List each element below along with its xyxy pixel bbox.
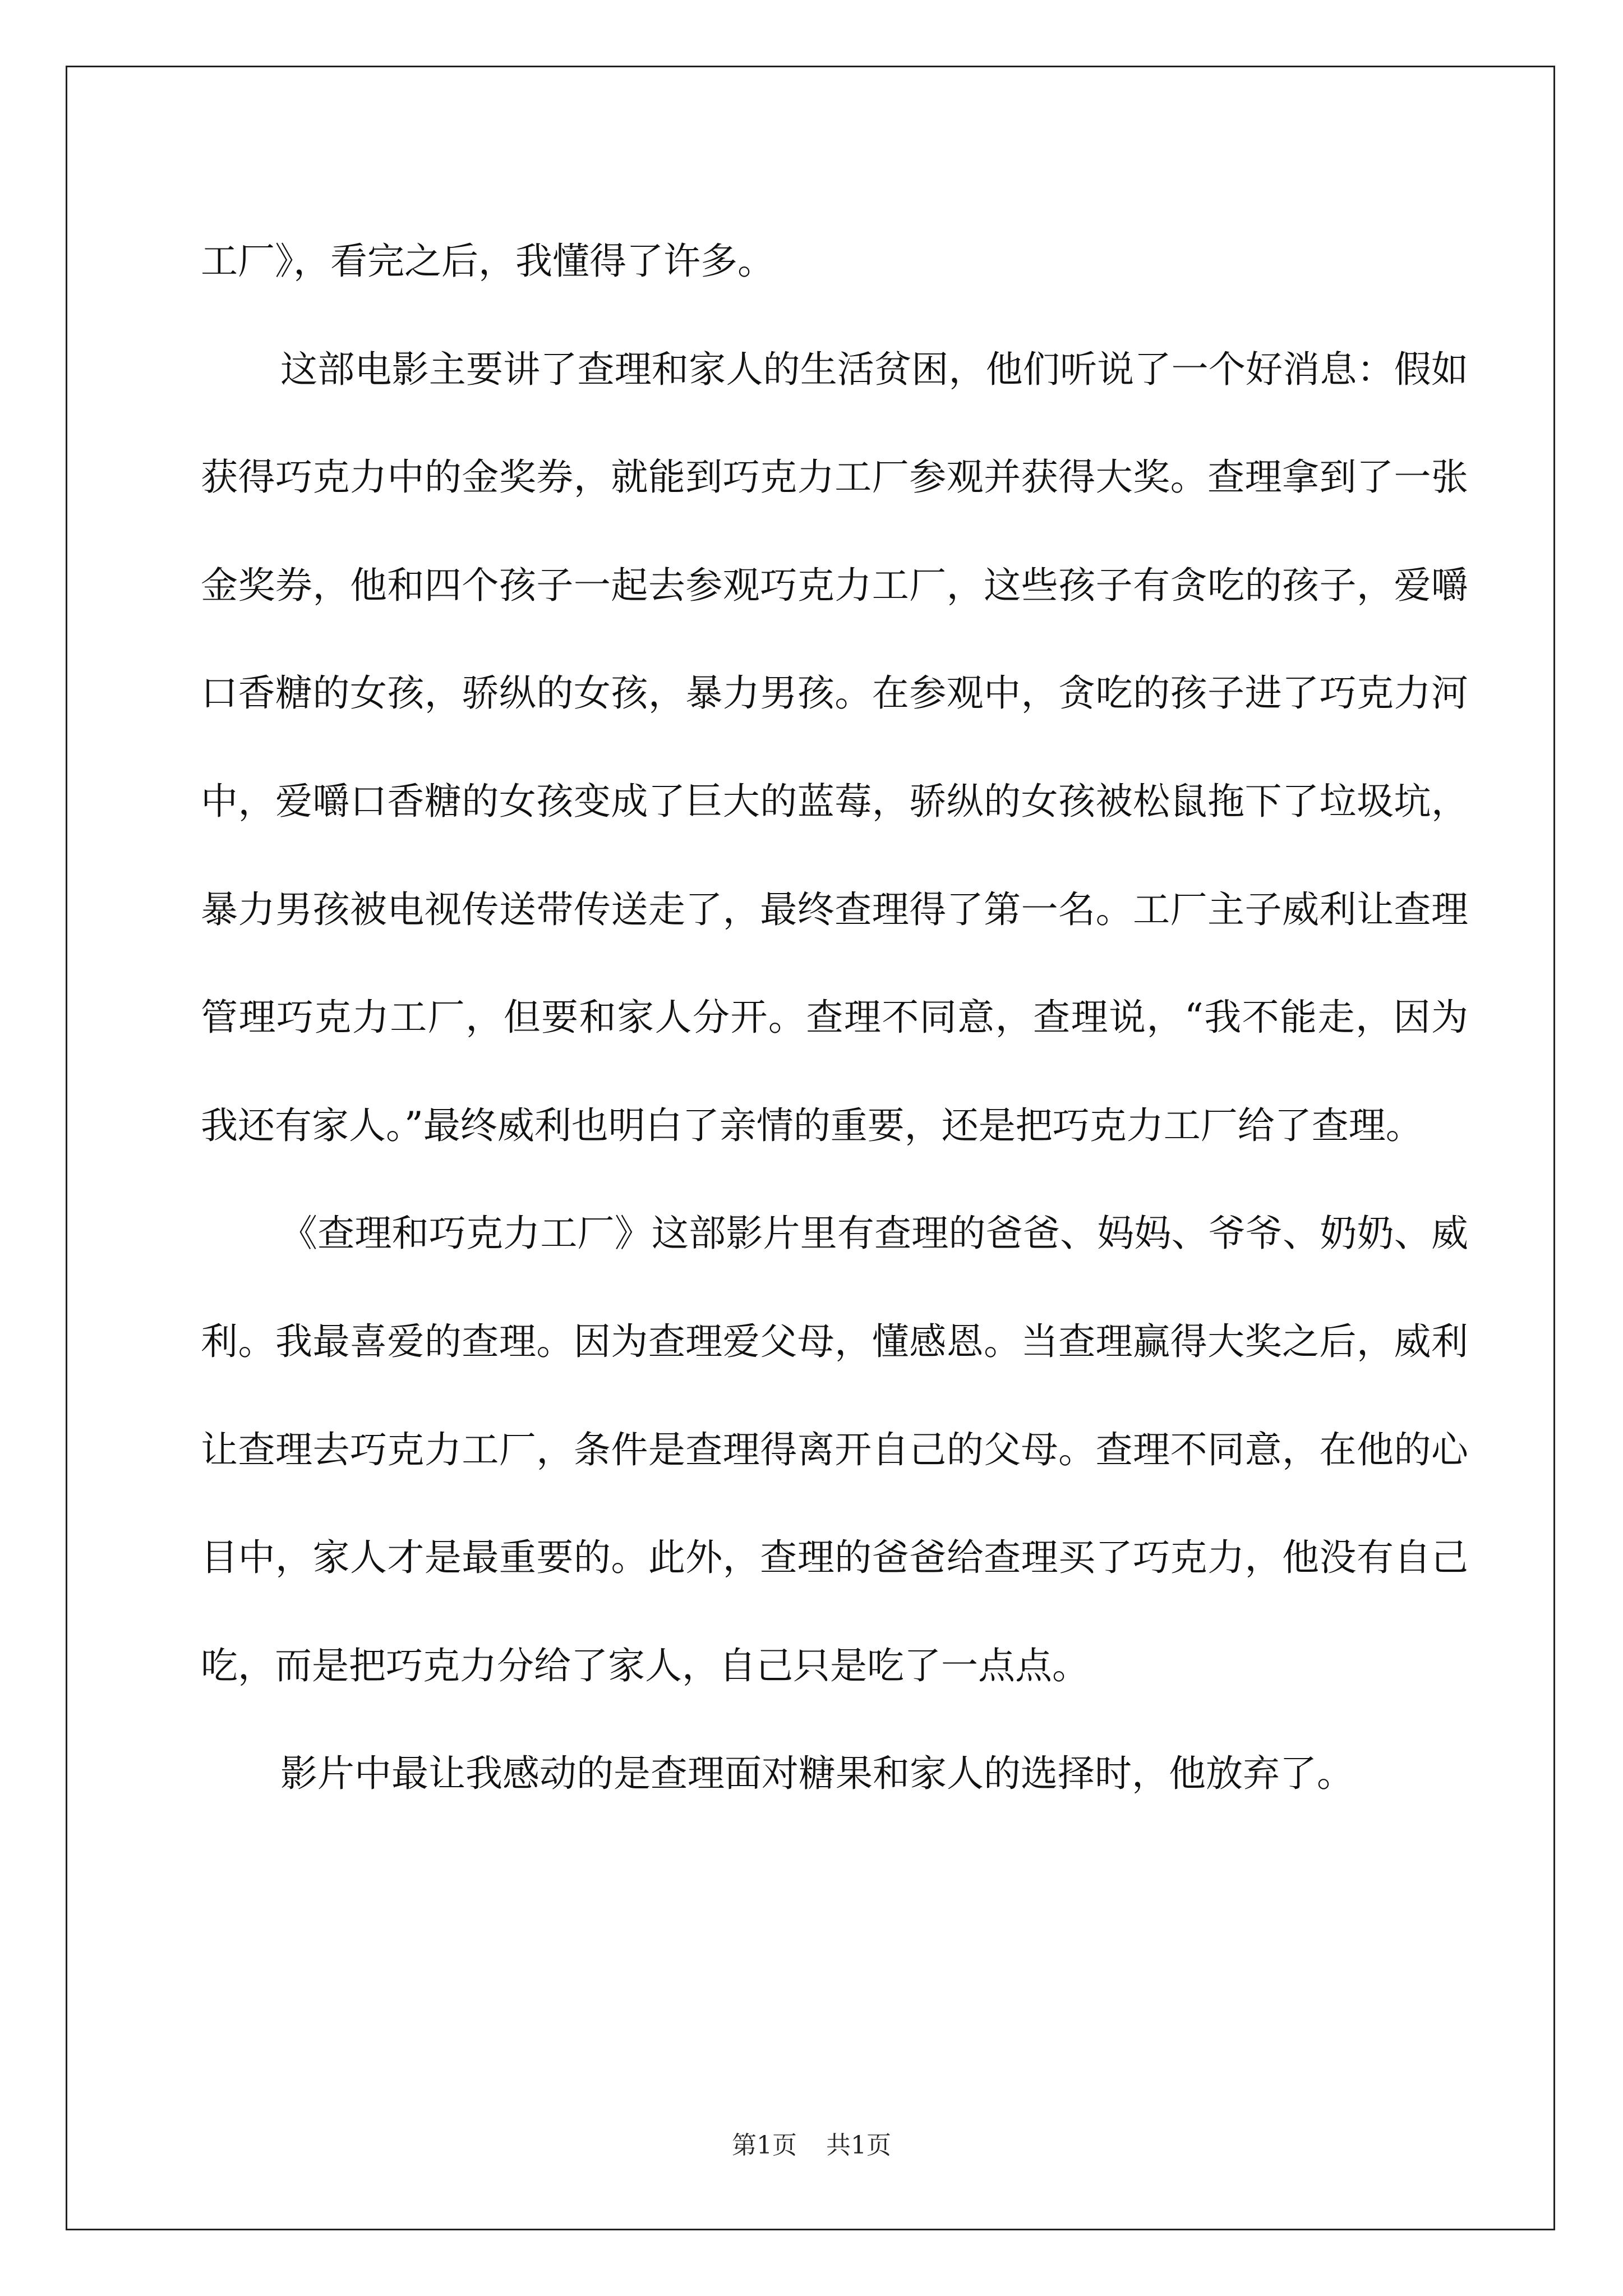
- paragraph-most-moving: 影片中最让我感动的是查理面对糖果和家人的选择时，他放弃了。: [280, 1752, 1354, 1796]
- page-number: 第1页: [732, 2131, 797, 2160]
- total-pages: 共1页: [826, 2131, 891, 2160]
- page-footer: [0, 2125, 1623, 2161]
- paragraph-plot-summary: 这部电影主要讲了查理和家人的生活贫困，他们听说了一个好消息：假如获得巧克力中的金奖券，就能到巧克力工厂参观并获得大奖。查理拿到了一张金奖券，他和四个孩子一起去参观巧克力工厂，这些孩子有贪吃的孩子，爱嚼口香糖的女孩，骄纵的女孩，暴力男孩。在参观中，贪吃的孩子进了巧克力河中，爱嚼口香糖的女孩变成了巨大的蓝莓，骄纵的女孩被松鼠拖下了垃圾坑，暴力男孩被电视传送带传送走了，最终查理得了第一名。工厂主子威利让查理管理巧克力工厂，但要和家人分开。查理不同意，查理说，“我不能走，因为我还有家人。”最终威利也明白了亲情的重要，还是把巧克力工厂给了查理。: [201, 347, 1468, 1147]
- document-body: [201, 208, 1468, 1828]
- paragraph-favorite-character: 《查理和巧克力工厂》这部影片里有查理的爸爸、妈妈、爷爷、奶奶、威利。我最喜爱的查理。因为查理爱父母，懂感恩。当查理赢得大奖之后，威利让查理去巧克力工厂，条件是查理得离开自己的父母。查理不同意，在他的心目中，家人才是最重要的。此外，查理的爸爸给查理买了巧克力，他没有自己吃，而是把巧克力分给了家人，自己只是吃了一点点。: [201, 1212, 1468, 1687]
- paragraph-continuation: 工厂》，看完之后，我懂得了许多。: [201, 240, 774, 283]
